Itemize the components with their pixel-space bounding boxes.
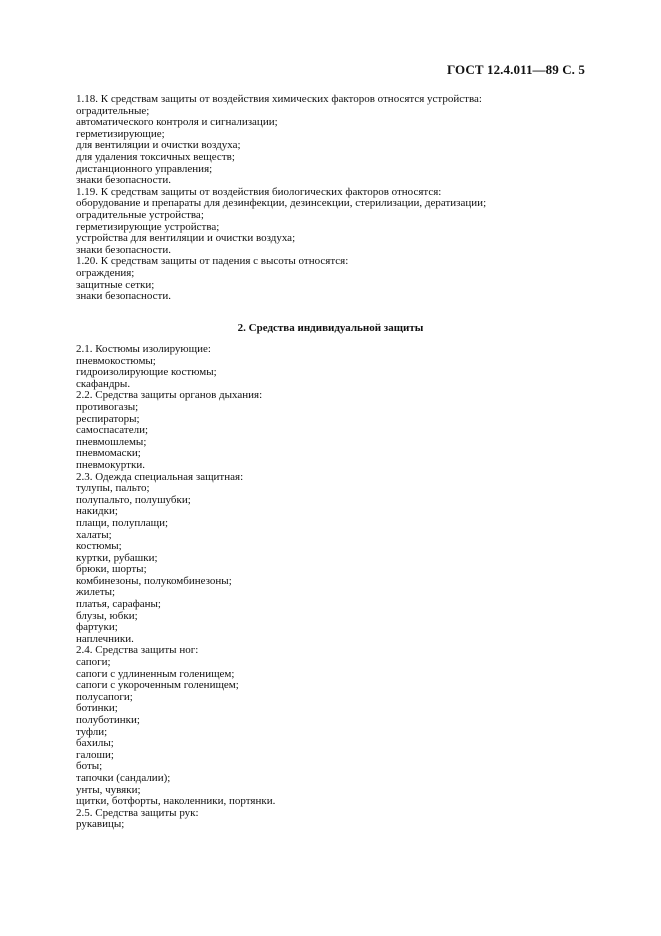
text-line: костюмы;	[76, 540, 122, 553]
text-line: знаки безопасности.	[76, 290, 171, 303]
text-line: наплечники.	[76, 632, 134, 645]
text-line: ботинки;	[76, 702, 118, 715]
text-line: полупальто, полушубки;	[76, 493, 191, 506]
text-line: для вентиляции и очистки воздуха;	[76, 139, 241, 152]
text-line: пневмокуртки.	[76, 458, 145, 471]
text-line: сапоги с укороченным голенищем;	[76, 679, 239, 692]
text-line: автоматического контроля и сигнализации;	[76, 116, 278, 129]
text-line: оградительные устройства;	[76, 208, 204, 221]
text-line: полусапоги;	[76, 690, 133, 703]
text-line: 2.4. Средства защиты ног:	[76, 644, 199, 657]
text-line: гидроизолирующие костюмы;	[76, 366, 217, 379]
text-line: боты;	[76, 760, 103, 773]
text-line: блузы, юбки;	[76, 609, 138, 622]
page-header: ГОСТ 12.4.011—89 С. 5	[446, 62, 585, 77]
text-line: сапоги;	[76, 656, 111, 669]
text-line: 1.19. К средствам защиты от воздействия биологических факторов относятся:	[76, 185, 442, 198]
text-line: оградительные;	[76, 104, 150, 117]
text-line: 2.2. Средства защиты органов дыхания:	[76, 389, 263, 402]
text-line: жилеты;	[76, 586, 116, 599]
text-line: 2.3. Одежда специальная защитная:	[76, 470, 244, 483]
text-line: 1.18. К средствам защиты от воздействия химических факторов относятся устройства:	[76, 93, 482, 105]
text-line: халаты;	[76, 528, 112, 541]
text-line: герметизирующие;	[76, 127, 165, 140]
text-line: сапоги с удлиненным голенищем;	[76, 667, 235, 680]
text-line: бахилы;	[76, 737, 114, 750]
text-line: самоспасатели;	[76, 424, 149, 437]
text-line: скафандры.	[76, 377, 131, 390]
text-line: дистанционного управления;	[76, 162, 213, 175]
text-line: знаки безопасности.	[76, 174, 171, 187]
text-line: противогазы;	[76, 400, 139, 413]
text-line: для удаления токсичных веществ;	[76, 150, 235, 163]
text-line: знаки безопасности.	[76, 243, 171, 256]
text-line: ограждения;	[76, 266, 135, 279]
text-line: пневмошлемы;	[76, 435, 147, 448]
text-line: герметизирующие устройства;	[76, 220, 220, 233]
text-line: брюки, шорты;	[76, 563, 147, 576]
text-line: галоши;	[76, 748, 114, 761]
text-line: тапочки (сандалии);	[76, 771, 171, 784]
text-line: 1.20. К средствам защиты от падения с высоты относятся:	[76, 255, 349, 268]
text-line: накидки;	[76, 505, 118, 518]
text-line: пневмомаски;	[76, 447, 141, 460]
text-line: пневмокостюмы;	[76, 354, 156, 367]
text-line: 2.1. Костюмы изолирующие:	[76, 343, 211, 355]
text-line: полуботинки;	[76, 714, 140, 726]
text-line: устройства для вентиляции и очистки воздуха;	[76, 232, 296, 245]
text-line: фартуки;	[76, 621, 118, 634]
section-2-list	[76, 344, 596, 831]
text-line: респираторы;	[76, 412, 140, 425]
text-line: туфли;	[76, 725, 108, 738]
text-line: комбинезоны, полукомбинезоны;	[76, 574, 232, 587]
text-line: куртки, рубашки;	[76, 551, 158, 564]
text-line: плащи, полуплащи;	[76, 516, 169, 529]
text-line: оборудование и препараты для дезинфекции, дезинсекции, стерилизации, дератизации;	[76, 197, 487, 210]
section-1-continuation	[76, 94, 596, 303]
section-2-title: 2. Средства индивидуальной защиты	[237, 322, 424, 334]
text-line: рукавицы;	[76, 818, 125, 831]
text-line: щитки, ботфорты, наколенники, портянки.	[76, 795, 276, 808]
text-line: 2.5. Средства защиты рук:	[76, 806, 199, 819]
text-line: тулупы, пальто;	[76, 482, 150, 495]
text-line: унты, чувяки;	[76, 783, 141, 796]
text-line: защитные сетки;	[76, 278, 155, 291]
text-line: платья, сарафаны;	[76, 598, 161, 611]
